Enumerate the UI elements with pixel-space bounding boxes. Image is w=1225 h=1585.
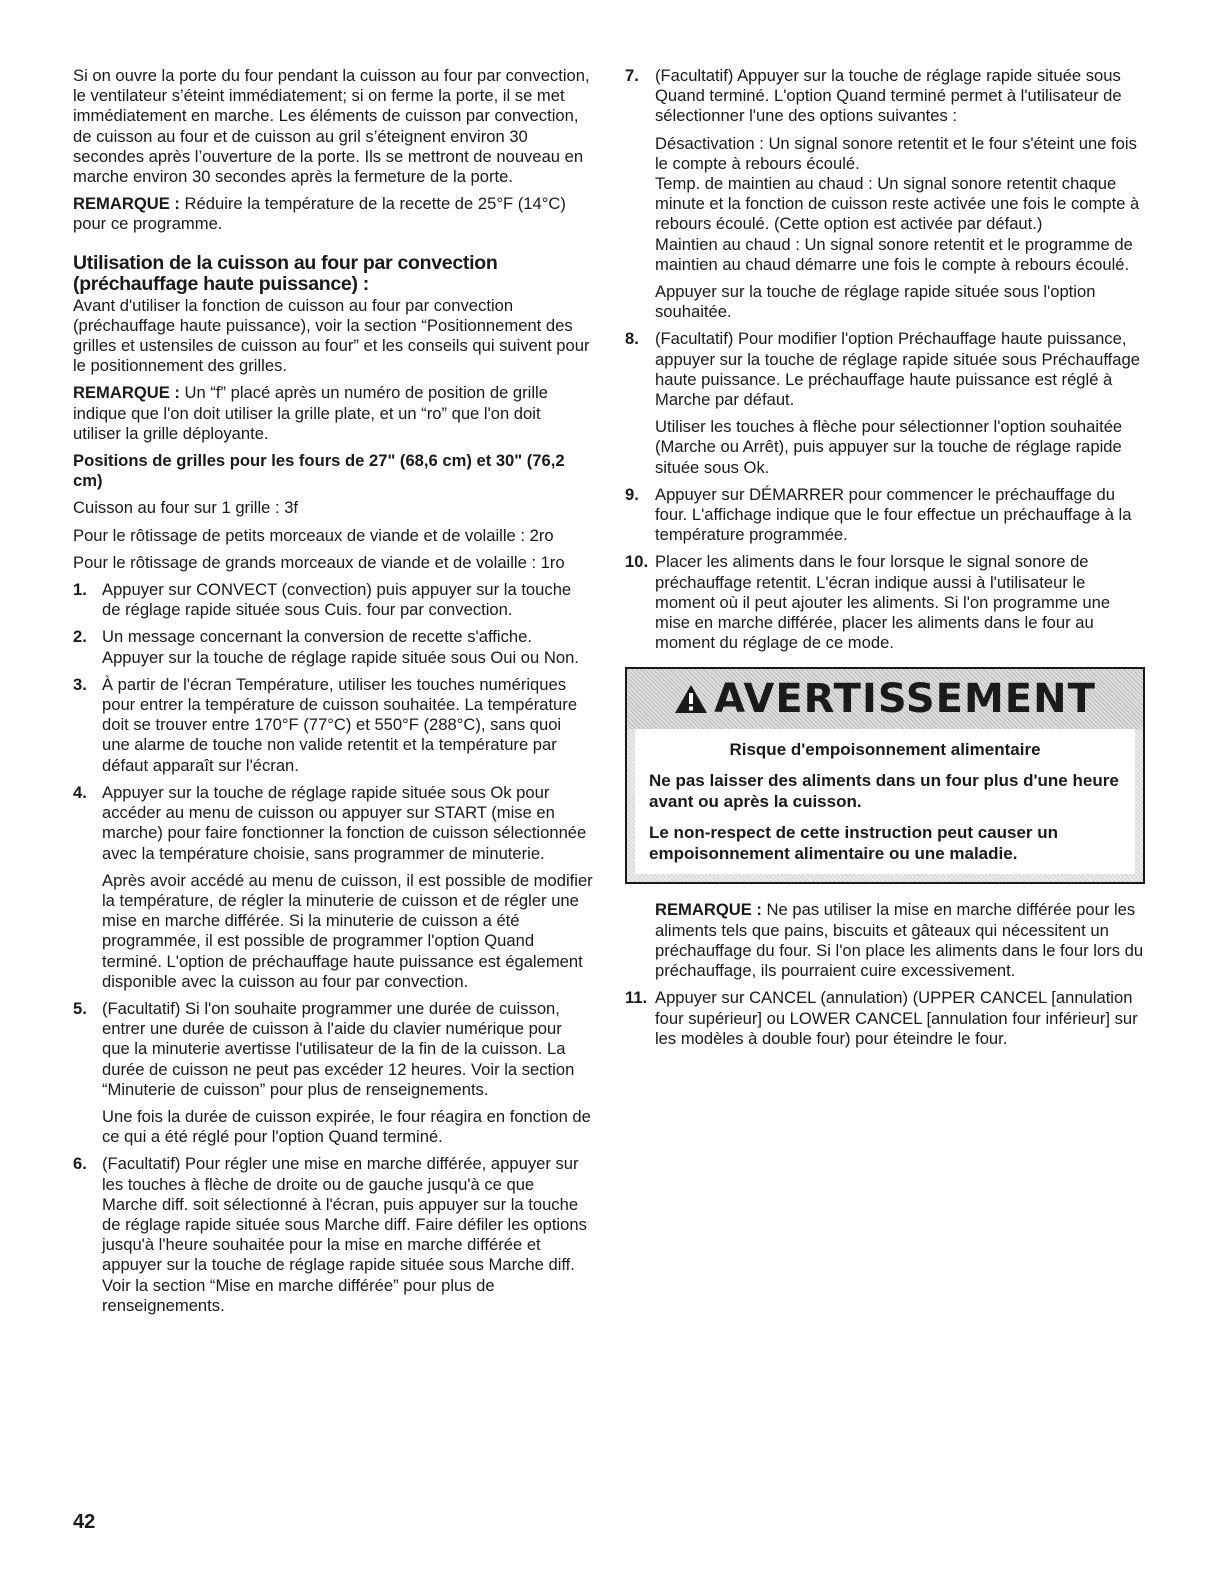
warning-risk: Risque d'empoisonnement alimentaire bbox=[729, 740, 1041, 760]
step-text: (Facultatif) Si l'on souhaite programmer une durée de cuisson, entrer une durée de cuisson à l'aide du clavier numérique pour que la minuterie avertisse l'utilisateur de la fin de la cuisson. La durée de cuisson ne peut pas excéder 12 heures. Voir la section “Minuterie de cuisson” pour plus de renseignements. bbox=[102, 998, 575, 1099]
step-8 bbox=[625, 329, 1145, 477]
step-2 bbox=[73, 627, 593, 667]
step-number: 1. bbox=[73, 580, 87, 600]
step-number: 2. bbox=[73, 627, 87, 647]
warning-triangle-icon bbox=[674, 684, 708, 714]
section-intro: Avant d'utiliser la fonction de cuisson au four par convection (préchauffage haute puissance), voir la section “Positionnement des grilles et ustensiles de cuisson au four” et les conseils qui suivent pour le positionnement des grilles. bbox=[73, 295, 590, 376]
step-text: (Facultatif) Appuyer sur la touche de réglage rapide située sous Quand terminé. L'option Quand terminé permet à l'utilisateur de sélectionner l'une des options suivantes : bbox=[655, 66, 1122, 126]
step-number: 8. bbox=[625, 329, 639, 349]
warning-line: Le non-respect de cette instruction peut causer un empoisonnement alimentaire ou une maladie. bbox=[649, 823, 1059, 864]
note-label: REMARQUE : bbox=[73, 383, 180, 403]
step-text: Appuyer sur CANCEL (annulation) (UPPER CANCEL [annulation four supérieur] ou LOWER CANCEL [annulation four inférieur] sur les modèles à double four) pour éteindre le four. bbox=[655, 988, 1138, 1048]
step-number: 7. bbox=[625, 66, 639, 85]
option-deactivation: Désactivation : Un signal sonore retentit et le four s'éteint une fois le compte à rebours écoulé. bbox=[655, 133, 1137, 173]
step-subtext: Appuyer sur la touche de réglage rapide située sous l'option souhaitée. bbox=[655, 282, 1096, 322]
step-text: Appuyer sur la touche de réglage rapide située sous Ok pour accéder au menu de cuisson ou appuyer sur START (mise en marche) pour faire fonctionner la fonction de cuisson sélectionnée avec la température choisie, sans programmer de minuterie. bbox=[102, 782, 587, 863]
note-convection-temperature bbox=[73, 194, 593, 234]
step-subtext: Une fois la durée de cuisson expirée, le four réagira en fonction de ce qui a été réglé pour l'option Quand terminé. bbox=[102, 1106, 591, 1147]
note-rack-codes bbox=[73, 383, 593, 444]
warning-box bbox=[625, 667, 1145, 884]
rack-position-item: Pour le rôtissage de petits morceaux de viande et de volaille : 2ro bbox=[73, 525, 554, 545]
warning-body bbox=[635, 729, 1135, 874]
note-text: Réduire la température de la recette de 25°F (14°C) pour ce programme. bbox=[73, 194, 566, 234]
step-3 bbox=[73, 675, 593, 776]
step-text: (Facultatif) Pour modifier l'option Préchauffage haute puissance, appuyer sur la touche de réglage rapide située sous Préchauffage haute puissance. Le préchauffage haute puissance est réglé à Marche par défaut. bbox=[655, 329, 1140, 410]
note-text: Un “f” placé après un numéro de position de grille indique que l'on doit utiliser la grille plate, et un “ro” que l'on doit utiliser la grille déployante. bbox=[73, 383, 548, 443]
step-number: 3. bbox=[73, 674, 87, 694]
step-number: 11. bbox=[625, 988, 648, 1008]
step-number: 4. bbox=[73, 782, 87, 802]
option-keep-warm: Maintien au chaud : Un signal sonore retentit et le programme de maintien au chaud démarre une fois le compte à rebours écoulé. bbox=[655, 234, 1133, 274]
step-4 bbox=[73, 783, 593, 992]
left-column bbox=[73, 66, 593, 1316]
step-text: Appuyer sur DÉMARRER pour commencer le préchauffage du four. L'affichage indique que le four effectue un préchauffage à la température programmée. bbox=[655, 484, 1132, 545]
step-text: Un message concernant la conversion de recette s'affiche. Appuyer sur la touche de réglage rapide située sous Oui ou Non. bbox=[102, 627, 579, 667]
step-subtext: Utiliser les touches à flèche pour sélectionner l'option souhaitée (Marche ou Arrêt), puis appuyer sur la touche de réglage rapide située sous Ok. bbox=[655, 417, 1123, 477]
note-paragraph bbox=[655, 900, 1145, 981]
step-1 bbox=[73, 580, 593, 620]
rack-positions-heading: Positions de grilles pour les fours de 27" (68,6 cm) et 30" (76,2 cm) bbox=[73, 451, 565, 491]
step-number: 5. bbox=[73, 998, 87, 1018]
rack-position-item: Pour le rôtissage de grands morceaux de viande et de volaille : 1ro bbox=[73, 552, 565, 572]
note-delayed-start bbox=[625, 900, 1145, 981]
step-number: 10. bbox=[625, 552, 649, 572]
step-number: 6. bbox=[73, 1154, 87, 1174]
step-text: Appuyer sur CONVECT (convection) puis appuyer sur la touche de réglage rapide située sous Cuis. four par convection. bbox=[102, 580, 572, 620]
warning-banner bbox=[627, 669, 1143, 729]
intro-paragraph: Si on ouvre la porte du four pendant la cuisson au four par convection, le ventilateur s’éteint immédiatement; si on ferme la porte, il se met immédiatement en marche. Les éléments de cuisson par convection, de cuisson au four et de cuisson au gril s’éteignent environ 30 secondes après l’ouverture de la porte. Ils se mettront de nouveau en marche environ 30 secondes après la fermeture de la porte. bbox=[73, 66, 590, 187]
rack-position-item: Cuisson au four sur 1 grille : 3f bbox=[73, 498, 299, 518]
step-11 bbox=[625, 988, 1145, 1049]
section-heading: Utilisation de la cuisson au four par convection (préchauffage haute puissance) : bbox=[73, 251, 498, 295]
step-7 bbox=[625, 66, 1145, 322]
warning-line: Ne pas laisser des aliments dans un four plus d'une heure avant ou après la cuisson. bbox=[649, 771, 1119, 812]
option-keep-warm-temp: Temp. de maintien au chaud : Un signal sonore retentit chaque minute et la fonction de cuisson reste activée une fois le compte à rebours écoulé. (Cette option est activée par défaut.) bbox=[655, 174, 1140, 234]
note-text: Ne pas utiliser la mise en marche différée pour les aliments tels que pains, biscuits et gâteaux qui nécessitent un préchauffage du four. Si l'on place les aliments dans le four lors du préchauffage, ils pourraient cuire excessivement. bbox=[655, 900, 1144, 981]
warning-title: AVERTISSEMENT bbox=[714, 676, 1096, 723]
step-text: À partir de l'écran Température, utiliser les touches numériques pour entrer la température de cuisson souhaitée. La température doit se trouver entre 170°F (77°C) et 550°F (288°C), sans quoi une alarme de touche non valide retentit et la température par défaut apparaît sur l'écran. bbox=[102, 674, 578, 775]
step-text: Placer les aliments dans le four lorsque le signal sonore de préchauffage retentit. L'écran indique aussi à l'utilisateur le moment où il peut ajouter les aliments. Si l'on programme une mise en marche différée, placer les aliments dans le four au moment du réglage de ce mode. bbox=[655, 552, 1111, 653]
step-number: 9. bbox=[625, 484, 639, 504]
note-label: REMARQUE : bbox=[73, 194, 180, 214]
page-number: 42 bbox=[73, 1511, 96, 1533]
note-label: REMARQUE : bbox=[655, 900, 762, 920]
step-10 bbox=[625, 552, 1145, 653]
step-6 bbox=[73, 1154, 593, 1316]
step-5 bbox=[73, 999, 593, 1147]
step-subtext: Après avoir accédé au menu de cuisson, il est possible de modifier la température, de régler la minuterie de cuisson et de régler une mise en marche différée. Si la minuterie de cuisson a été programmée, il est possible de programmer l'option Quand terminé. L'option de préchauffage haute puissance est également disponible avec la cuisson au four par convection. bbox=[102, 870, 593, 991]
step-text: (Facultatif) Pour régler une mise en marche différée, appuyer sur les touches à flèche de droite ou de gauche jusqu'à ce que Marche diff. soit sélectionné à l'écran, puis appuyer sur la touche de réglage rapide située sous Marche diff. Faire défiler les options jusqu'à l'heure souhaitée pour la mise en marche différée et appuyer sur la touche de réglage rapide située sous Marche diff. Voir la section “Mise en marche différée” pour plus de renseignements. bbox=[102, 1154, 587, 1315]
right-column bbox=[625, 66, 1145, 1049]
step-9 bbox=[625, 485, 1145, 546]
